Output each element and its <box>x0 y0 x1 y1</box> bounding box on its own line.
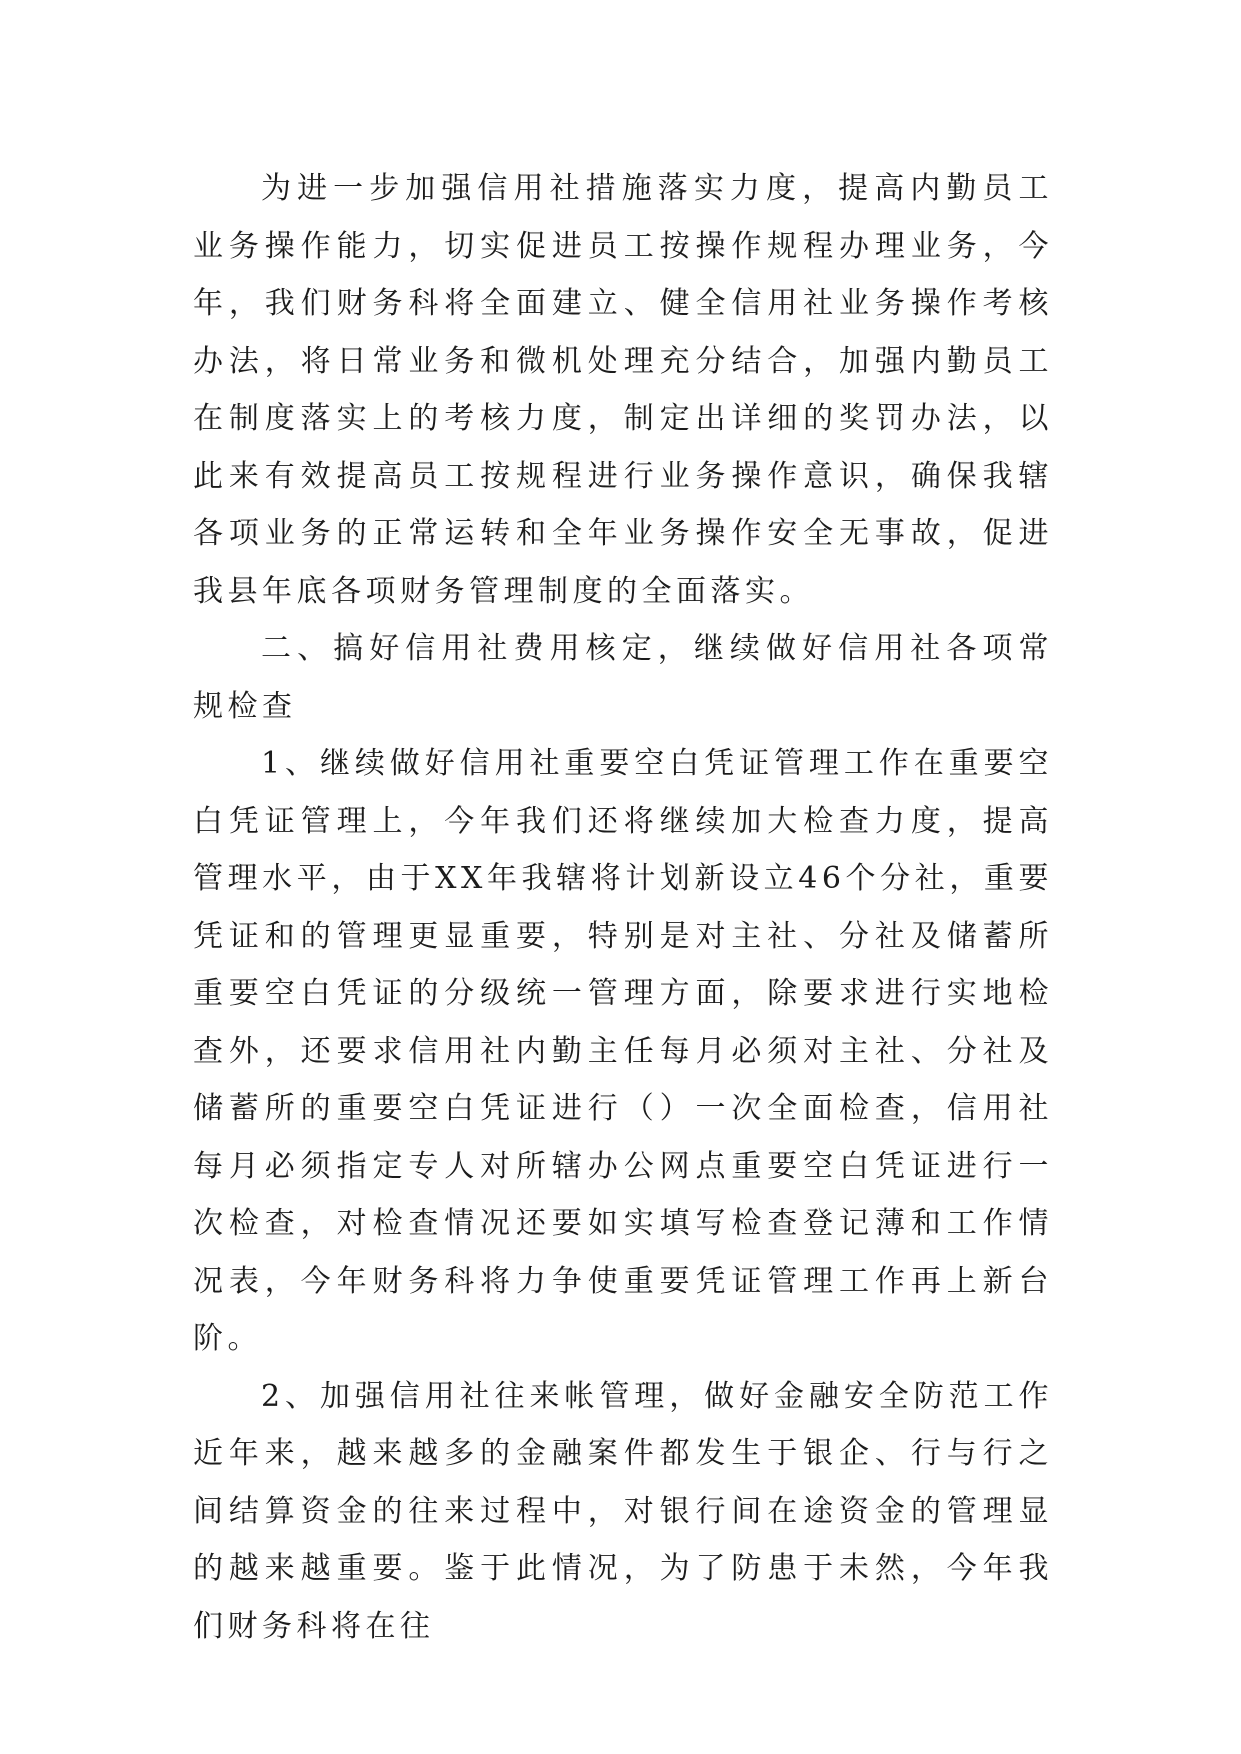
paragraph-item-2: 2、加强信用社往来帐管理，做好金融安全防范工作近年来，越来越多的金融案件都发生于银企、行与行之间结算资金的往来过程中，对银行间在途资金的管理显的越来越重要。鉴于此情况，为了防患于未然，今年我们财务科将在往 <box>193 1378 1053 1644</box>
document-body <box>193 160 1053 1655</box>
paragraph-intro: 为进一步加强信用社措施落实力度，提高内勤员工业务操作能力，切实促进员工按操作规程办理业务，今年，我们财务科将全面建立、健全信用社业务操作考核办法，将日常业务和微机处理充分结合，加强内勤员工在制度落实上的考核力度，制定出详细的奖罚办法，以此来有效提高员工按规程进行业务操作意识，确保我辖各项业务的正常运转和全年业务操作安全无事故，促进我县年底各项财务管理制度的全面落实。 <box>193 171 1053 609</box>
section-heading-2: 二、搞好信用社费用核定，继续做好信用社各项常规检查 <box>193 631 1053 724</box>
paragraph-item-1: 1、继续做好信用社重要空白凭证管理工作在重要空白凭证管理上，今年我们还将继续加大检查力度，提高管理水平，由于XX年我辖将计划新设立46个分社，重要凭证和的管理更显重要，特别是对主社、分社及储蓄所重要空白凭证的分级统一管理方面，除要求进行实地检查外，还要求信用社内勤主任每月必须对主社、分社及储蓄所的重要空白凭证进行（）一次全面检查，信用社每月必须指定专人对所辖办公网点重要空白凭证进行一次检查，对检查情况还要如实填写检查登记薄和工作情况表，今年财务科将力争使重要凭证管理工作再上新台阶。 <box>193 746 1053 1356</box>
